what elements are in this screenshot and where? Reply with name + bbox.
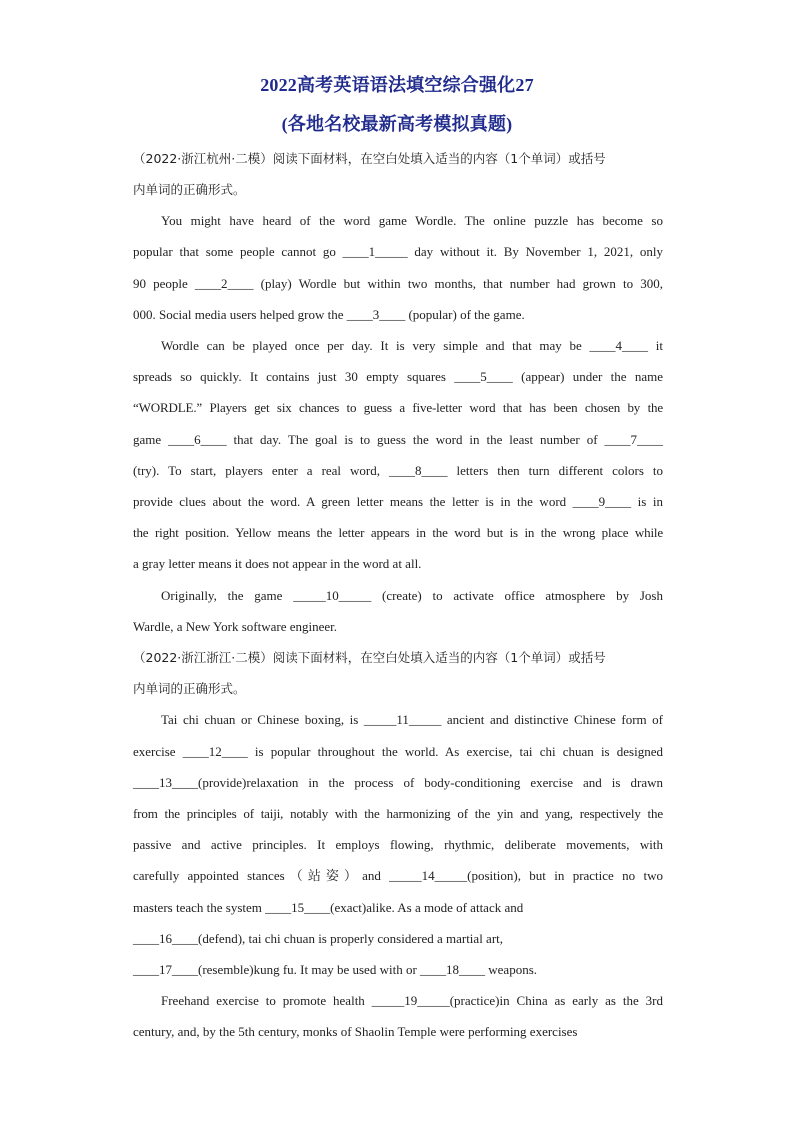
passage1-source-line: 内单词的正确形式。 [133,182,246,197]
passage1-line: popular that some people cannot go ____1_____ day without it. By November 1, 2021, only [133,244,663,259]
passage1-line: spreads so quickly. It contains just 30 empty squares ____5____ (appear) under the name [133,369,663,384]
passage1-line: 90 people ____2____ (play) Wordle but within two months, that number had grown to 300, [133,276,663,291]
passage1-line: a gray letter means it does not appear in the word at all. [133,556,422,571]
passage1-line: Wardle, a New York software engineer. [133,619,338,634]
passage2-line: ____16____(defend), tai chi chuan is properly considered a martial art, [133,931,504,946]
passage2-line: carefully appointed stances（站姿）and _____14_____(position), but in practice no two [133,868,663,883]
passage1-line: “WORDLE.” Players get six chances to guess a five-letter word that has been chosen by the [133,400,663,415]
passage2-line: from the principles of taiji, notably with the harmonizing of the yin and yang, respectively the [133,806,663,821]
passage2-line: century, and, by the 5th century, monks of Shaolin Temple were performing exercises [133,1024,578,1039]
passage1-source-line: （2022·浙江杭州·二模）阅读下面材料，在空白处填入适当的内容（1个单词）或括号 [133,151,606,166]
document-title: 2022高考英语语法填空综合强化27 [260,75,534,95]
passage2-line: Freehand exercise to promote health _____19_____(practice)in China as early as the 3rd [161,993,663,1008]
passage2-line: masters teach the system ____15____(exact)alike. As a mode of attack and [133,900,524,915]
passage1-line: the right position. Yellow means the letter appears in the word but is in the wrong place while [133,525,663,540]
passage2-line: Tai chi chuan or Chinese boxing, is _____11_____ ancient and distinctive Chinese form of [161,712,663,727]
passage2-line: ____17____(resemble)kung fu. It may be used with or ____18____ weapons. [133,962,538,977]
passage2-line: ____13____(provide)relaxation in the process of body-conditioning exercise and is drawn [133,775,663,790]
passage2-source-line: 内单词的正确形式。 [133,681,246,696]
passage2-source-line: （2022·浙江浙江·二模）阅读下面材料，在空白处填入适当的内容（1个单词）或括号 [133,650,606,665]
passage1-line: (try). To start, players enter a real word, ____8____ letters then turn different colors to [133,463,663,478]
passage1-line: You might have heard of the word game Wordle. The online puzzle has become so [161,213,663,228]
passage1-line: game ____6____ that day. The goal is to guess the word in the least number of ____7____ [133,432,663,447]
passage1-line: provide clues about the word. A green letter means the letter is in the word ____9____ is in [133,494,663,509]
document-subtitle: (各地名校最新高考模拟真题) [281,114,513,134]
passage2-line: exercise ____12____ is popular throughout the world. As exercise, tai chi chuan is designed [133,744,663,759]
passage2-line: passive and active principles. It employs flowing, rhythmic, deliberate movements, with [133,837,663,852]
passage1-line: Wordle can be played once per day. It is very simple and that may be ____4____ it [161,338,663,353]
passage1-line: Originally, the game _____10_____ (create) to activate office atmosphere by Josh [161,588,663,603]
passage1-line: 000. Social media users helped grow the ____3____ (popular) of the game. [133,307,525,322]
